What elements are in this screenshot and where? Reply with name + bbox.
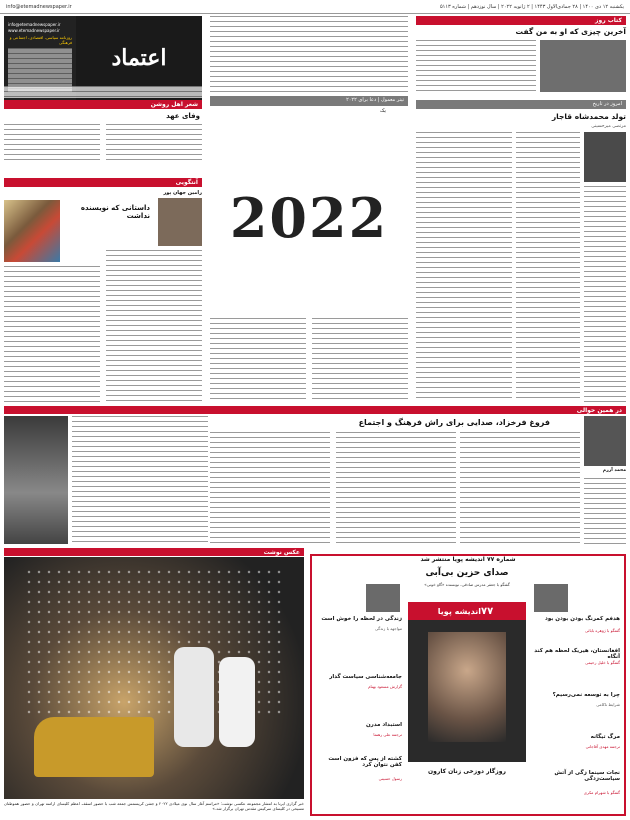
culture-portrait (584, 132, 626, 182)
youth-headline: فروغ فرخزاد، صدایی برای راش فرهنگ و اجتماع (358, 418, 550, 427)
culture-article-subtitle: مرتضی میرحسینی (591, 124, 626, 129)
poem-title: وفای عهد (166, 112, 200, 120)
youth-author-photo (584, 416, 626, 466)
culture-section-label: کتاب روز (416, 16, 626, 25)
santa-figure (174, 647, 214, 747)
ad-right-item-author: گفتگو با ژوهره بابائی (585, 628, 620, 633)
ad-right-item-author: گفتگو با شهرام مکری (583, 790, 620, 795)
magazine-issue: ۷۷ (480, 605, 494, 617)
culture-headline: آخرین چیزی که او به من گفت (515, 27, 626, 36)
story-section-label: آنتگویی (4, 178, 202, 187)
culture-photo (540, 40, 626, 92)
ad-left-item-author: ترجمه علی رهنما (373, 732, 402, 737)
masthead-website[interactable]: www.etemadnewspaper.ir (8, 28, 60, 33)
photo-section-label: عکس نوشت (4, 548, 304, 556)
feature-year-text: 2022 (229, 186, 389, 250)
header-date: یکشنبه ۱۲ دی ۱۴۰۰ | ۲۸ جمادی‌الاول ۱۴۴۳ | ۲ ژانویه ۲۰۲۲ | سال نوزدهم | شماره ۵۱۱۳ (439, 3, 624, 10)
ad-left-item-author: مواجهه با زندگی (374, 626, 402, 631)
ad-right-item-author: گفتگو با خلیل رحیمی (585, 660, 620, 665)
ad-left-item-title: جامعه‌شناسی سیاست گذار (329, 674, 402, 680)
sleigh-shape (34, 717, 154, 777)
ad-banner: شماره ۷۷ اندیشه پویا منتشر شد (420, 556, 516, 563)
masthead-email[interactable]: info@etemadnewspaper.ir (8, 22, 61, 27)
ad-sub: گفتگو با جعفر مدرس صادقی، نویسنده «گاو خونی» (424, 582, 510, 587)
ad-right-photo (534, 584, 568, 612)
page-header (0, 0, 630, 14)
story-artwork-image (4, 200, 60, 262)
poem-section-label: شعر اهل روشن (4, 100, 202, 109)
ad-right-item-title: مرگ تیگانه (590, 734, 620, 740)
youth-bar (4, 406, 626, 414)
ad-right-item-author: ترجمه مهدی آقاجانی (585, 744, 620, 749)
feature-year-art (210, 118, 408, 318)
magazine-cover-portrait (428, 632, 506, 742)
ad-left-item-title: استبداد مدرن (365, 722, 402, 728)
ad-left-item-author: رسول حسینی (378, 776, 402, 781)
ad-right-item-title: هدفم کمرنگ بودن بودن بود (545, 616, 620, 622)
culture-article-title: تولد محمدشاه قاجار (551, 112, 626, 121)
magazine-cover (408, 602, 526, 762)
ad-left-column (316, 584, 402, 812)
story-author-photo (158, 198, 202, 246)
child-figure (219, 657, 255, 747)
ad-right-item-author: شرایط ناکامی (596, 702, 620, 707)
masthead-tagline: روزنامه سیاسی، اقتصادی، اجتماعی و فرهنگی (9, 35, 72, 45)
youth-photo (4, 416, 68, 544)
ad-right-item-title: نجات سینما زگی از آتش سیاست‌زدگی (554, 770, 620, 782)
ad-left-item-author: گزارش مسعود بهنام (368, 684, 402, 689)
photo-caption: خبر گزاری ایرنا به انتشار مجموعه عکسی نوشت: «مراسم آغاز سال نوی میلادی ۲۰۲۲ و جشن کریسمس جمعه شب با حضور اسقف اعظم کلیسای ارامنه تهران و حضور هموطنان مسیحی در کلیسای سرکیس مقدس تهران برگزار شد.» (4, 801, 304, 812)
story-title: داستانی که نویسنده نداشت (80, 204, 150, 220)
magazine-title: اندیشه پویا (437, 606, 481, 616)
ad-left-item-title: زندگی در لحظه را خوش است (321, 616, 402, 622)
ad-right-item-title: افغانستان، هیریک لحظه هم کند آنگاه (534, 648, 620, 660)
ad-right-column (532, 584, 620, 812)
culture-column-label: امروز در تاریخ (416, 100, 626, 109)
ad-left-item-title: کشته از پس که فزون است کفن نتوان کرد (328, 756, 402, 768)
header-url[interactable]: info@etemadnewspaper.ir (6, 3, 72, 10)
youth-author: محمد آزرم (602, 468, 626, 473)
ad-bottom-story: روزگار دوزخی زنان کارون (428, 768, 506, 775)
christmas-photo (4, 557, 304, 799)
masthead-logo: اعتماد (111, 45, 167, 71)
ad-left-photo (366, 584, 400, 612)
ad-right-item-title: چرا به توسعه نمی‌رسیم؟ (552, 692, 620, 698)
youth-section-label: در همین حوالی (576, 407, 622, 414)
feature-section-label: تیتر معمول | دعا برای ۲۰۲۲ (210, 96, 408, 106)
ad-headline: صدای حزین بی‌آبی (425, 568, 509, 578)
feature-byline: یک (380, 108, 386, 114)
magazine-masthead (408, 602, 526, 620)
story-author: رامین جهان پور (163, 190, 202, 196)
magazine-ad (310, 554, 626, 816)
